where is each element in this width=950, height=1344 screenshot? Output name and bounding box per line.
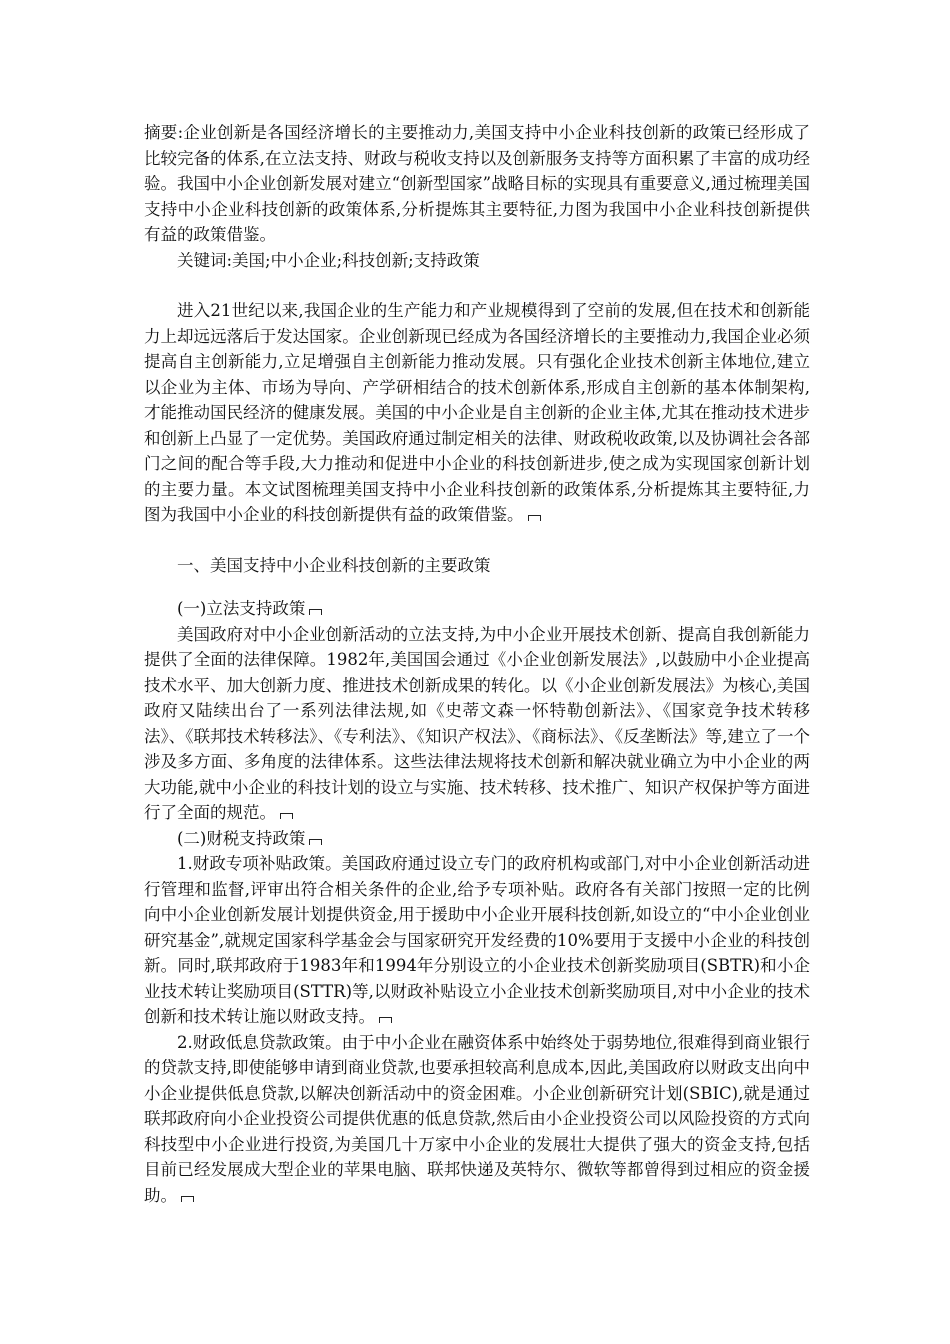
paragraph-mark-icon [379,1017,392,1023]
subsection-heading-text: (二)财税支持政策 [177,828,306,848]
section-heading-text: 一、美国支持中小企业科技创新的主要政策 [177,555,491,575]
paragraph-mark-icon [309,609,322,615]
document-page [144,120,810,1208]
legislation-paragraph [144,622,810,826]
paragraph-mark-icon [309,839,322,845]
loan-text: 2.财政低息贷款政策。由于中小企业在融资体系中始终处于弱势地位,很难得到商业银行的贷款支持,即使能够申请到商业贷款,也要承担较高利息成本,因此,美国政府以财政支出向中小企业提供低息贷款,以解决创新活动中的资金困难。小企业创新研究计划(SBIC),就是通过联邦政府向小企业投资公司提供优惠的低息贷款,然后由小企业投资公司以风险投资的方式向科技型中小企业进行投资,为美国几十万家中小企业的发展壮大提供了强大的资金支持,包括目前已经发展成大型企业的苹果电脑、联邦快递及英特尔、微软等都曾得到过相应的资金援助。 [144,1032,810,1205]
subsection-heading-legislation [144,596,810,622]
spacer [144,528,810,553]
abstract-text: 摘要:企业创新是各国经济增长的主要推动力,美国支持中小企业科技创新的政策已经形成了比较完备的体系,在立法支持、财政与税收支持以及创新服务支持等方面积累了丰富的成功经验。我国中小企业创新发展对建立“创新型国家”战略目标的实现具有重要意义,通过梳理美国支持中小企业科技创新的政策体系,分析提炼其主要特征,力图为我国中小企业科技创新提供有益的政策借鉴。 [144,123,810,244]
spacer [144,273,810,298]
keywords-line [144,248,810,274]
keywords-text: 关键词:美国;中小企业;科技创新;支持政策 [177,250,480,270]
paragraph-mark-icon [181,1196,194,1202]
section-heading [144,553,810,579]
paragraph-mark-icon [280,813,293,819]
legislation-text: 美国政府对中小企业创新活动的立法支持,为中小企业开展技术创新、提高自我创新能力提供了全面的法律保障。1982年,美国国会通过《小企业创新发展法》,以鼓励中小企业提高技术水平、加大创新力度、推进技术创新成果的转化。以《小企业创新发展法》为核心,美国政府又陆续出台了一系列法律法规,如《史蒂文森一怀特勒创新法》、《国家竞争技术转移法》、《联邦技术转移法》、《专利法》、《知识产权法》、《商标法》、《反垄断法》等,建立了一个涉及多方面、多角度的法律体系。这些法律法规将技术创新和解决就业确立为中小企业的两大功能,就中小企业的科技计划的设立与实施、技术转移、技术推广、知识产权保护等方面进行了全面的规范。 [144,624,810,822]
subsidy-paragraph [144,851,810,1030]
spacer [144,578,810,596]
abstract-paragraph [144,120,810,248]
intro-text: 进入21世纪以来,我国企业的生产能力和产业规模得到了空前的发展,但在技术和创新能力上却远远落后于发达国家。企业创新现已经成为各国经济增长的主要推动力,我国企业必须提高自主创新能力,立足增强自主创新能力推动发展。只有强化企业技术创新主体地位,建立以企业为主体、市场为导向、产学研相结合的技术创新体系,形成自主创新的基本体制架构,才能推动国民经济的健康发展。美国的中小企业是自主创新的企业主体,尤其在推动技术进步和创新上凸显了一定优势。美国政府通过制定相关的法律、财政税收政策,以及协调社会各部门之间的配合等手段,大力推动和促进中小企业的科技创新进步,使之成为实现国家创新计划的主要力量。本文试图梳理美国支持中小企业科技创新的政策体系,分析提炼其主要特征,力图为我国中小企业的科技创新提供有益的政策借鉴。 [144,301,810,524]
paragraph-mark-icon [528,515,541,521]
subsection-heading-text: (一)立法支持政策 [177,599,306,618]
subsection-heading-fiscal [144,826,810,852]
intro-paragraph [144,298,810,528]
subsidy-text: 1.财政专项补贴政策。美国政府通过设立专门的政府机构或部门,对中小企业创新活动进行管理和监督,评审出符合相关条件的企业,给予专项补贴。政府各有关部门按照一定的比例向中小企业创新发展计划提供资金,用于援助中小企业开展科技创新,如设立的“中小企业创业研究基金”,就规定国家科学基金会与国家研究开发经费的10%要用于支援中小企业的科技创新。同时,联邦政府于1983年和1994年分别设立的小企业技术创新奖励项目(SBTR)和小企业技术转让奖励项目(STTR)等,以财政补贴设立小企业技术创新奖励项目,对中小企业的技术创新和技术转让施以财政支持。 [144,854,810,1026]
loan-paragraph [144,1030,810,1209]
